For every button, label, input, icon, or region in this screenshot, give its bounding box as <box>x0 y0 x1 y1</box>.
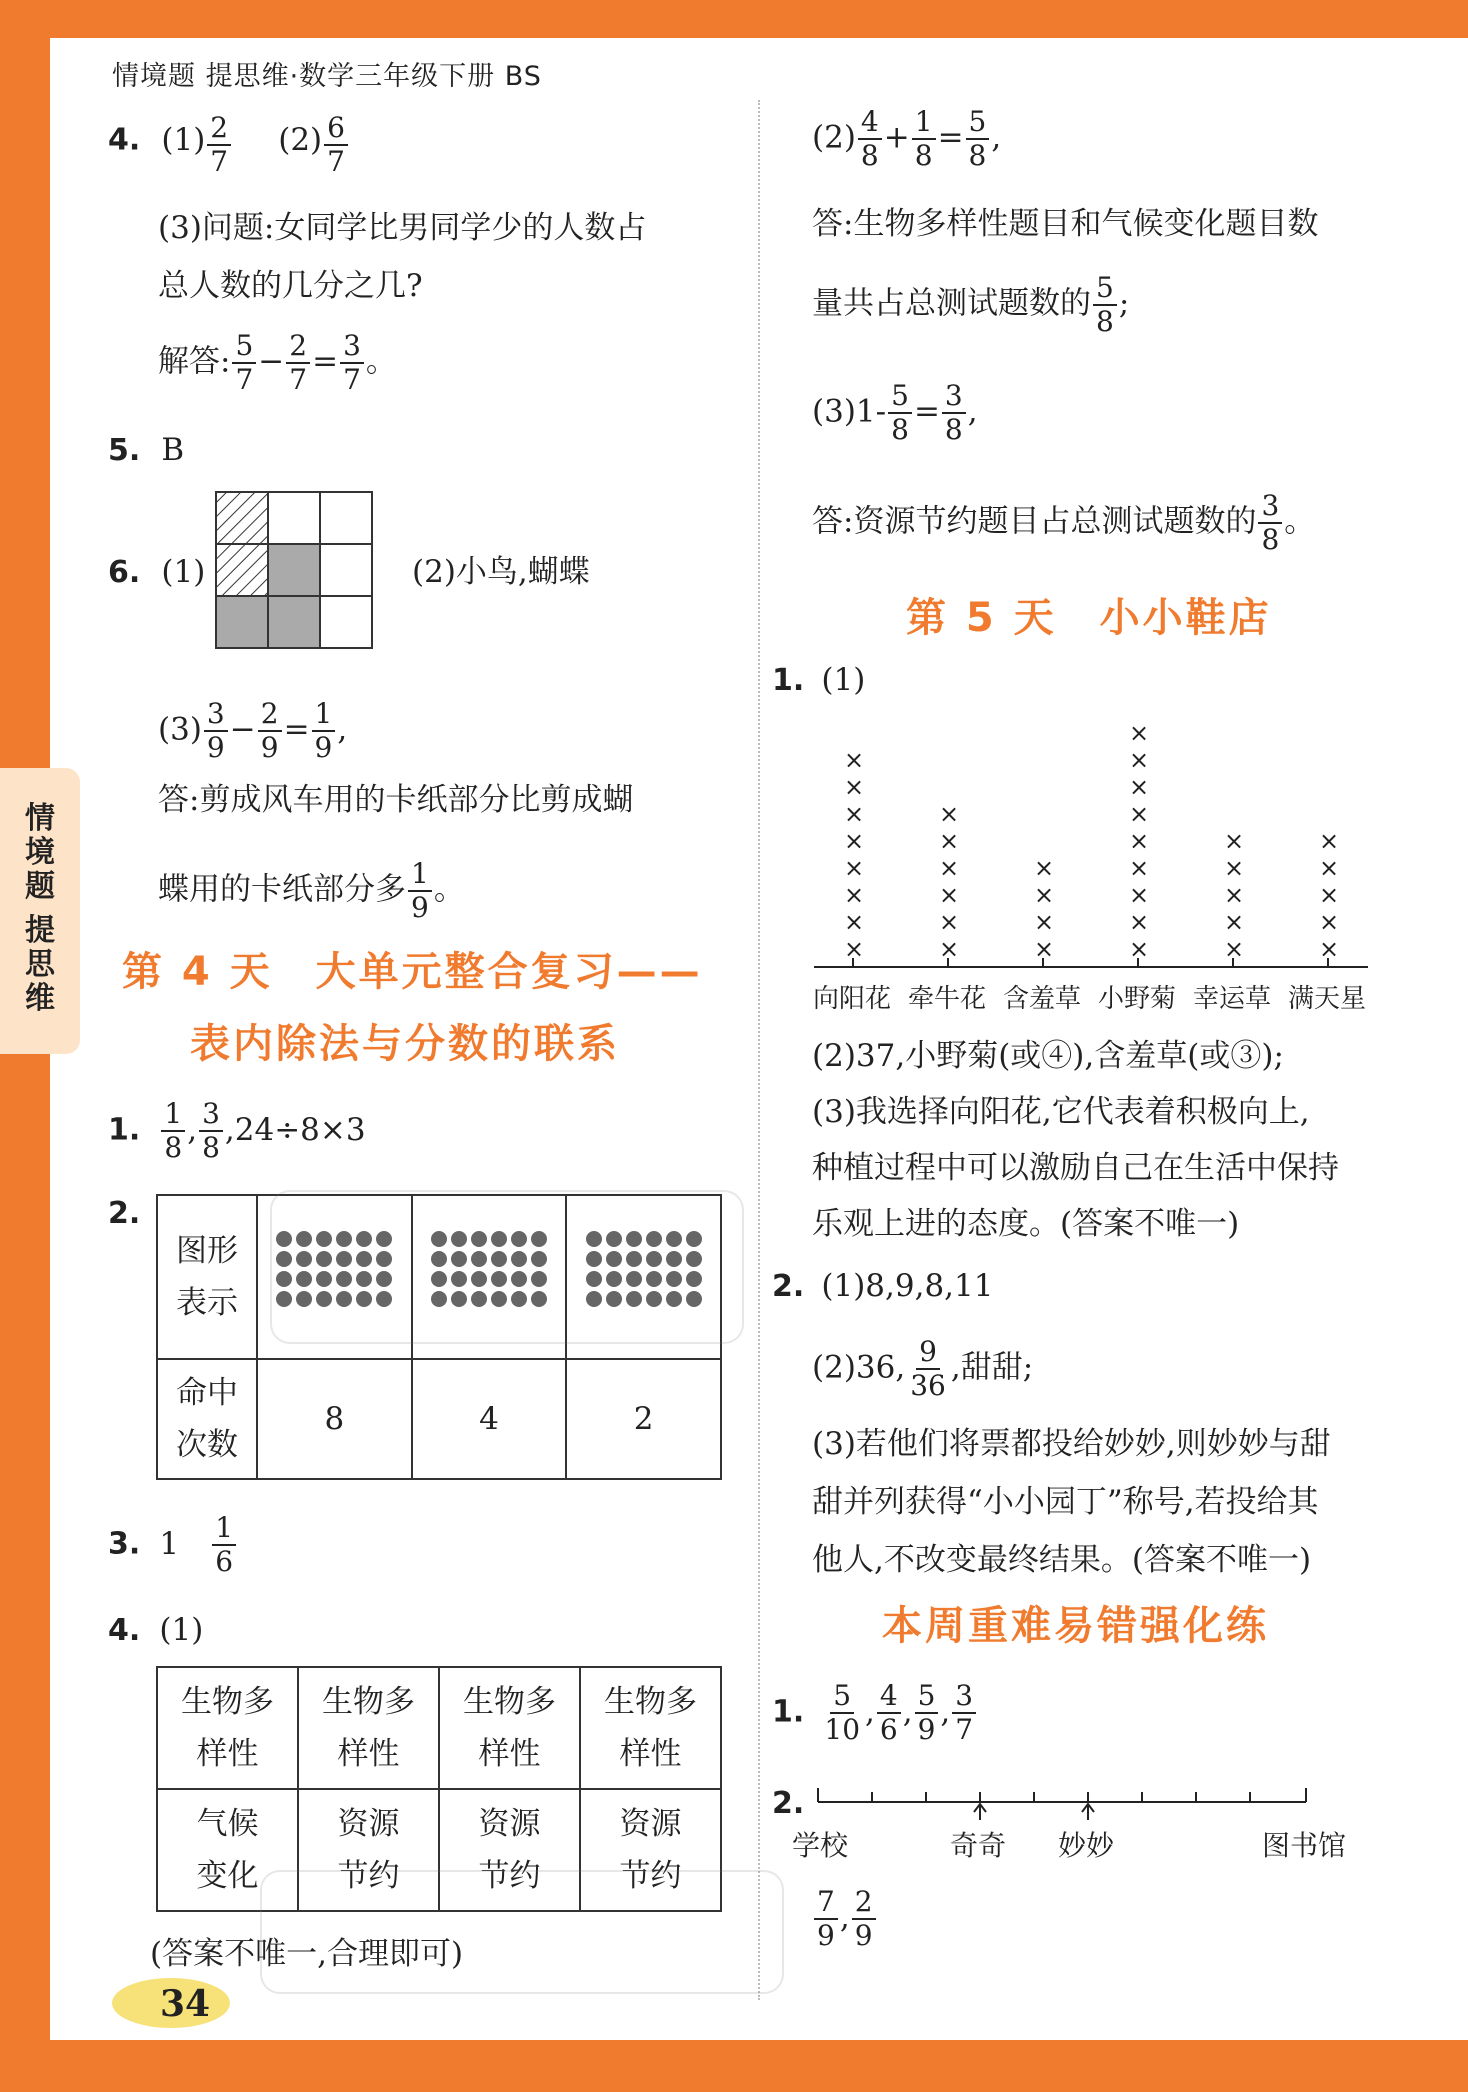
cell-text: 资源 <box>619 1806 682 1842</box>
r-q4-p2: (2) $\frac{4}{8}$ + $\frac{1}{8}$ = $\frac{5}{8}$ , <box>812 105 1002 172</box>
numerator: 2 <box>207 112 231 146</box>
denominator: 9 <box>817 1919 835 1952</box>
fraction <box>952 1680 976 1746</box>
fraction <box>814 1886 838 1952</box>
question-number: 1. <box>772 663 805 698</box>
numerator: 3 <box>1258 490 1282 524</box>
question-number: 2. <box>772 1786 805 1821</box>
denominator: 9 <box>917 1713 936 1746</box>
cell-text: 生物多 <box>604 1684 697 1720</box>
tally-mark: × <box>1129 881 1150 909</box>
table-cell <box>298 1667 439 1789</box>
tally-mark: × <box>1034 854 1055 882</box>
d4-q4 <box>108 1610 203 1650</box>
numerator: 5 <box>1093 272 1117 306</box>
cell-text: 资源 <box>337 1806 400 1842</box>
watermark-shape <box>260 1870 784 1994</box>
answer-text: ,甜甜; <box>950 1349 1034 1386</box>
numerator: 4 <box>858 106 882 140</box>
cell-text: 样性 <box>478 1736 541 1772</box>
cell-text: 样性 <box>196 1736 259 1772</box>
table-cell <box>580 1667 721 1789</box>
denominator: 8 <box>1261 523 1280 556</box>
d5-q1 <box>772 660 865 700</box>
numerator: 9 <box>916 1336 940 1370</box>
shaded-cell <box>216 596 268 648</box>
denominator: 9 <box>260 731 279 764</box>
d4-q3 <box>108 1512 238 1578</box>
tally-mark: × <box>1129 935 1150 963</box>
cell-text: 资源 <box>478 1806 541 1842</box>
tally-mark: × <box>844 773 865 801</box>
shaded-cell <box>268 596 320 648</box>
numerator: 2 <box>852 1886 876 1920</box>
q4-p3-line2: 总人数的几分之几? <box>158 268 423 304</box>
fraction <box>912 106 936 172</box>
axis-tick <box>1327 958 1329 968</box>
tally-mark: × <box>1034 935 1055 963</box>
r-q4-p3-ans <box>812 490 1315 556</box>
tally-mark: × <box>1129 854 1150 882</box>
fraction <box>207 112 231 178</box>
cell-text: 气候 <box>196 1806 259 1842</box>
r-q4-p3: (3)1- $\frac{5}{8}$ = $\frac{3}{8}$ , <box>812 379 978 446</box>
numerator: 2 <box>286 330 310 364</box>
part-label: (1) <box>821 662 866 698</box>
fraction <box>204 698 228 764</box>
category-label: 向阳花 <box>812 984 891 1014</box>
denominator: 7 <box>235 363 254 396</box>
hatched-cell <box>216 544 268 596</box>
denominator: 7 <box>289 363 308 396</box>
denominator: 8 <box>891 413 909 446</box>
denominator: 7 <box>343 363 361 396</box>
tally-mark: × <box>1129 773 1150 801</box>
d4-q1: 1. $\frac{1}{8}$ , $\frac{3}{8}$ ,24÷8×3 <box>108 1097 366 1164</box>
row-header-text: 次数 <box>176 1427 238 1463</box>
tally-mark: × <box>844 908 865 936</box>
tally-mark: × <box>844 746 865 774</box>
tally-mark: × <box>1129 719 1150 747</box>
tally-mark: × <box>1319 881 1340 909</box>
fraction <box>286 330 310 396</box>
numerator: 3 <box>340 330 364 364</box>
left-q4-line1 <box>108 112 350 178</box>
denominator: 8 <box>860 139 879 172</box>
left-q6-label <box>108 552 205 592</box>
denominator: 7 <box>210 145 229 178</box>
punct: , <box>991 119 1002 156</box>
fraction <box>858 106 882 172</box>
tally-mark: × <box>1224 854 1245 882</box>
tally-mark: × <box>1224 827 1245 855</box>
part-label: (1) <box>161 554 206 590</box>
fraction <box>915 1680 939 1746</box>
side-char: 维 <box>25 981 55 1016</box>
answer-label: 解答: <box>158 343 231 380</box>
cell-text: 生物多 <box>181 1684 274 1720</box>
chart-axis-line <box>814 966 1368 968</box>
q6-p3: (3) $\frac{3}{9}$ − $\frac{2}{9}$ = $\frac{1}{9}$ , <box>158 697 348 764</box>
side-char: 提 <box>25 913 55 948</box>
cell-text: 节约 <box>337 1858 400 1894</box>
d5-q2-p2 <box>812 1336 1033 1402</box>
punct: 。 <box>365 343 397 380</box>
fraction <box>161 1098 185 1164</box>
numerator: 3 <box>942 380 966 414</box>
fraction <box>408 858 432 924</box>
category-label: 牵牛花 <box>907 984 986 1014</box>
tally-mark: × <box>1319 827 1340 855</box>
r-q4-p2-ans1: 答:生物多样性题目和气候变化题目数 <box>812 206 1319 242</box>
table-cell <box>157 1667 298 1789</box>
numerator: 5 <box>915 1680 939 1714</box>
row-header <box>157 1195 257 1359</box>
denominator: 9 <box>314 731 333 764</box>
tally-mark: × <box>1224 935 1245 963</box>
punct: , <box>337 711 348 748</box>
denominator: 7 <box>327 145 345 178</box>
axis-tick <box>1042 958 1044 968</box>
tally-mark: × <box>1129 800 1150 828</box>
fraction <box>942 380 966 446</box>
punct: ; <box>1118 285 1130 322</box>
hatched-cell <box>216 492 268 544</box>
category-label: 幸运草 <box>1192 984 1271 1014</box>
fraction <box>1258 490 1282 556</box>
cell-text: 样性 <box>619 1736 682 1772</box>
axis-tick <box>852 958 854 968</box>
fraction <box>312 698 336 764</box>
value-cell: 2 <box>566 1359 721 1479</box>
q6-grid-figure <box>214 490 374 650</box>
numerator: 6 <box>324 112 348 146</box>
denominator: 8 <box>968 139 987 172</box>
arrow-icon <box>1082 1804 1094 1820</box>
punct: , <box>967 393 978 430</box>
numerator: 1 <box>312 698 336 732</box>
fraction <box>232 330 256 396</box>
fraction <box>258 698 282 764</box>
numerator: 3 <box>204 698 228 732</box>
tally-mark: × <box>844 854 865 882</box>
arrow-icon <box>974 1804 986 1820</box>
tally-mark: × <box>844 827 865 855</box>
w-q1: 1. $\frac{5}{10}$ , $\frac{4}{6}$ , $\frac{5}{9}$ , $\frac{3}{7}$ <box>772 1680 978 1746</box>
question-number: 1. <box>108 1112 141 1148</box>
tally-mark: × <box>1224 908 1245 936</box>
page-header: 情境题 提思维·数学三年级下册 BS <box>112 61 542 92</box>
answer-text: (2)36, <box>812 1349 906 1386</box>
day4-title-line2: 表内除法与分数的联系 <box>190 1021 620 1067</box>
axis-tick <box>1137 958 1139 968</box>
nl-label-library: 图书馆 <box>1262 1829 1347 1862</box>
numerator: 1 <box>161 1098 185 1132</box>
table-cell <box>439 1667 580 1789</box>
denominator: 6 <box>215 1545 234 1578</box>
denominator: 9 <box>411 891 429 924</box>
part-label: (1) <box>159 1612 204 1648</box>
side-char: 思 <box>25 947 55 982</box>
d5-q1-p2: (2)37,小野菊(或④),含羞草(或③); <box>812 1038 1284 1074</box>
numerator: 2 <box>258 698 282 732</box>
d5-q1-p3-3: 乐观上进的态度。(答案不唯一) <box>812 1206 1240 1242</box>
q6-answer-line1: 答:剪成风车用的卡纸部分比剪成蝴 <box>158 782 634 818</box>
denominator: 9 <box>854 1919 873 1952</box>
nl-label-qiqi: 奇奇 <box>950 1829 1007 1862</box>
fraction <box>888 380 912 446</box>
part-label: (2) <box>278 121 323 158</box>
category-label: 满天星 <box>1287 984 1366 1014</box>
answer-text: 答:资源节约题目占总测试题数的 <box>812 503 1257 540</box>
day5-title: 第 5 天 小小鞋店 <box>906 595 1272 641</box>
tally-mark: × <box>939 854 960 882</box>
answer-text: 蝶用的卡纸部分多 <box>158 871 406 908</box>
question-number: 6. <box>108 555 141 590</box>
tally-mark: × <box>844 800 865 828</box>
cell-text: 变化 <box>196 1858 259 1894</box>
cell-text: 节约 <box>478 1858 541 1894</box>
numerator: 3 <box>199 1098 223 1132</box>
side-char: 情 <box>25 801 55 836</box>
category-label: 小野菊 <box>1097 984 1176 1014</box>
numerator: 1 <box>912 106 936 140</box>
part-label: (2) <box>812 119 856 156</box>
punct: 。 <box>1284 503 1316 540</box>
expression: ,24÷8×3 <box>224 1111 366 1148</box>
fraction <box>1093 272 1117 338</box>
axis-tick <box>947 958 949 968</box>
q6-answer-line2 <box>158 858 465 924</box>
fraction <box>324 112 348 178</box>
tally-mark: × <box>939 935 960 963</box>
answer: 1 <box>159 1525 180 1562</box>
fraction <box>340 330 364 396</box>
shaded-cell <box>268 544 320 596</box>
numerator: 5 <box>830 1680 854 1714</box>
d5-q2-p3-1: (3)若他们将票都投给妙妙,则妙妙与甜 <box>812 1426 1331 1462</box>
page-number-badge <box>112 1978 230 2028</box>
weekly-title: 本周重难易错强化练 <box>882 1603 1269 1649</box>
denominator: 8 <box>164 1131 183 1164</box>
side-tab <box>0 768 80 1054</box>
tally-mark: × <box>939 800 960 828</box>
denominator: 36 <box>910 1369 946 1402</box>
watermark-shape <box>270 1190 744 1344</box>
question-number: 4. <box>108 1613 141 1648</box>
numerator: 5 <box>888 380 912 414</box>
axis-tick <box>1232 958 1234 968</box>
question-number: 4. <box>108 122 141 158</box>
nl-label-miaomiao: 妙妙 <box>1058 1829 1115 1862</box>
cell-text: 节约 <box>619 1858 682 1894</box>
part-label: (3) <box>158 711 202 748</box>
fraction <box>852 1886 876 1952</box>
numerator: 7 <box>814 1886 838 1920</box>
d4-q4-note: (答案不唯一,合理即可) <box>150 1936 464 1972</box>
value-cell: 8 <box>257 1359 412 1479</box>
tally-mark: × <box>1319 935 1340 963</box>
bottom-border <box>0 2040 1468 2092</box>
question-number: 1. <box>772 1694 805 1730</box>
numerator: 5 <box>966 106 990 140</box>
denominator: 7 <box>955 1713 974 1746</box>
d5-q1-p3-2: 种植过程中可以激励自己在生活中保持 <box>812 1150 1339 1186</box>
category-label: 含羞草 <box>1002 984 1081 1014</box>
answer: B <box>161 432 185 468</box>
page-number: 34 <box>160 1983 211 2025</box>
tally-mark: × <box>844 935 865 963</box>
fraction <box>821 1680 863 1746</box>
denominator: 8 <box>202 1131 220 1164</box>
fraction <box>966 106 990 172</box>
fraction <box>199 1098 223 1164</box>
tally-mark: × <box>1034 881 1055 909</box>
tally-mark: × <box>939 827 960 855</box>
q6-p2: (2)小鸟,蝴蝶 <box>412 554 590 590</box>
numerator: 1 <box>212 1512 236 1546</box>
question-number: 3. <box>108 1526 141 1562</box>
tally-mark: × <box>844 881 865 909</box>
tally-mark: × <box>939 881 960 909</box>
tally-mark: × <box>1129 746 1150 774</box>
d5-q2-p3-3: 他人,不改变最终结果。(答案不唯一) <box>812 1542 1312 1578</box>
numerator: 4 <box>877 1680 901 1714</box>
fraction <box>907 1336 949 1402</box>
d5-q2-p3-2: 甜并列获得“小小园丁”称号,若投给其 <box>812 1484 1319 1520</box>
tally-mark: × <box>1034 908 1055 936</box>
cell-text: 样性 <box>337 1736 400 1772</box>
denominator: 8 <box>944 413 963 446</box>
denominator: 8 <box>1096 305 1114 338</box>
tally-mark: × <box>1319 908 1340 936</box>
tally-mark: × <box>1129 908 1150 936</box>
cell-text: 生物多 <box>463 1684 556 1720</box>
d5-q1-p3-1: (3)我选择向阳花,它代表着积极向上, <box>812 1094 1310 1130</box>
denominator: 8 <box>914 139 933 172</box>
day4-title-line1: 第 4 天 大单元整合复习—— <box>122 949 703 995</box>
fraction <box>212 1512 236 1578</box>
denominator: 9 <box>206 731 225 764</box>
tally-mark: × <box>1224 881 1245 909</box>
left-q5 <box>108 430 184 470</box>
w-q2-answer: $\frac{7}{9}$ , $\frac{2}{9}$ <box>812 1886 878 1952</box>
tally-mark: × <box>1319 854 1340 882</box>
part-label: (3)1- <box>812 393 887 430</box>
q4-answer: 解答: $\frac{5}{7}$ − $\frac{2}{7}$ = $\frac{3}{7}$ 。 <box>158 329 397 396</box>
tally-mark: × <box>939 908 960 936</box>
side-char: 题 <box>25 869 55 904</box>
cell-text: 生物多 <box>322 1684 415 1720</box>
row-header <box>157 1359 257 1479</box>
row-header-text: 表示 <box>176 1285 238 1321</box>
top-border <box>0 0 1468 38</box>
side-char: 境 <box>25 835 55 870</box>
row-header-text: 命中 <box>176 1375 238 1411</box>
denominator: 10 <box>824 1713 861 1746</box>
denominator: 6 <box>879 1713 898 1746</box>
numerator: 1 <box>408 858 432 892</box>
column-divider <box>758 100 760 2000</box>
answer-text: 量共占总测试题数的 <box>812 285 1091 322</box>
numerator: 3 <box>952 1680 976 1714</box>
value-cell: 4 <box>412 1359 567 1479</box>
q4-p3-line1: (3)问题:女同学比男同学少的人数占 <box>158 210 647 246</box>
question-number: 5. <box>108 433 141 468</box>
punct: 。 <box>433 871 465 908</box>
numerator: 5 <box>232 330 256 364</box>
part-label: (1) <box>161 121 206 158</box>
tally-mark: × <box>1129 827 1150 855</box>
r-q4-p2-ans2 <box>812 272 1129 338</box>
part-answer: (1)8,9,8,11 <box>821 1268 994 1304</box>
d5-q2 <box>772 1266 993 1306</box>
nl-label-school: 学校 <box>792 1829 849 1862</box>
row-header-text: 图形 <box>176 1233 238 1269</box>
question-number: 2. <box>772 1269 805 1304</box>
question-number: 2. <box>108 1196 141 1231</box>
fraction <box>877 1680 901 1746</box>
